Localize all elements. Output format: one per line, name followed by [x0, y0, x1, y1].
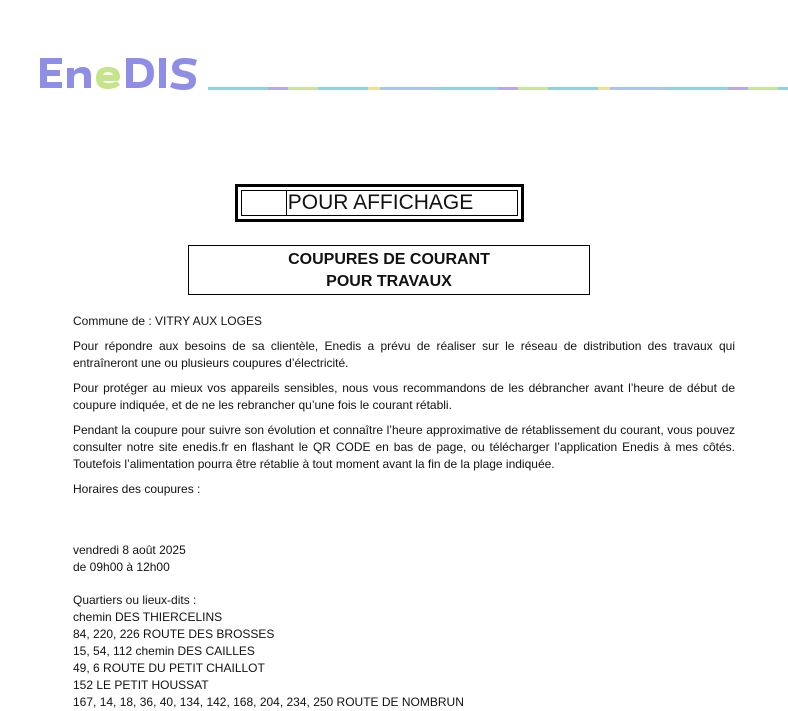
enedis-logo-graphic	[36, 54, 206, 94]
location-item: chemin DES THIERCELINS	[73, 610, 223, 624]
horaires-label: Horaires des coupures :	[73, 482, 201, 496]
enedis-logo	[36, 54, 206, 94]
location-item: 84, 220, 226 ROUTE DES BROSSES	[73, 627, 275, 641]
locations-block	[73, 592, 735, 711]
pour-affichage-box	[235, 184, 524, 222]
schedule-date: vendredi 8 août 2025	[73, 543, 186, 557]
paragraph-3: Pendant la coupure pour suivre son évolution et connaître l’heure approximative de rétablissement du courant, vous pouvez consulter notre site enedis.fr en flashant le QR CODE en bas de page, ou télécharger l’application Enedis à mes côtés. Toutefois l’alimentation pourra être rétablie à tout moment avant la fin de la plage indiquée.	[73, 423, 735, 471]
location-item: 49, 6 ROUTE DU PETIT CHAILLOT	[73, 661, 265, 675]
location-item: 167, 14, 18, 36, 40, 134, 142, 168, 204, 234, 250 ROUTE DE NOMBRUN	[73, 695, 464, 709]
paragraph-1: Pour répondre aux besoins de sa clientèle, Enedis a prévu de réaliser sur le réseau de distribution des travaux qui entraîneront une ou plusieurs coupures d’électricité.	[73, 339, 735, 370]
commune-line: Commune de : VITRY AUX LOGES	[73, 314, 262, 328]
schedule-time: de 09h00 à 12h00	[73, 560, 170, 574]
location-item: 152 LE PETIT HOUSSAT	[73, 678, 209, 692]
coupures-title-line1: COUPURES DE COURANT	[288, 251, 490, 268]
text-cursor	[286, 191, 287, 215]
coupures-title-line2: POUR TRAVAUX	[326, 273, 452, 290]
notice-body	[73, 313, 735, 711]
header-decorative-line	[208, 87, 788, 90]
coupures-box	[188, 245, 590, 295]
location-item: 15, 54, 112 chemin DES CAILLES	[73, 644, 255, 658]
pour-affichage-title: POUR AFFICHAGE	[287, 191, 474, 214]
locations-label: Quartiers ou lieux-dits :	[73, 593, 197, 607]
paragraph-2: Pour protéger au mieux vos appareils sensibles, nous vous recommandons de les débrancher avant l’heure de début de coupure indiquée, et de ne les rebrancher qu’une fois le courant rétabli.	[73, 381, 735, 412]
pour-affichage-inner	[241, 190, 518, 216]
schedule-block	[73, 542, 735, 576]
